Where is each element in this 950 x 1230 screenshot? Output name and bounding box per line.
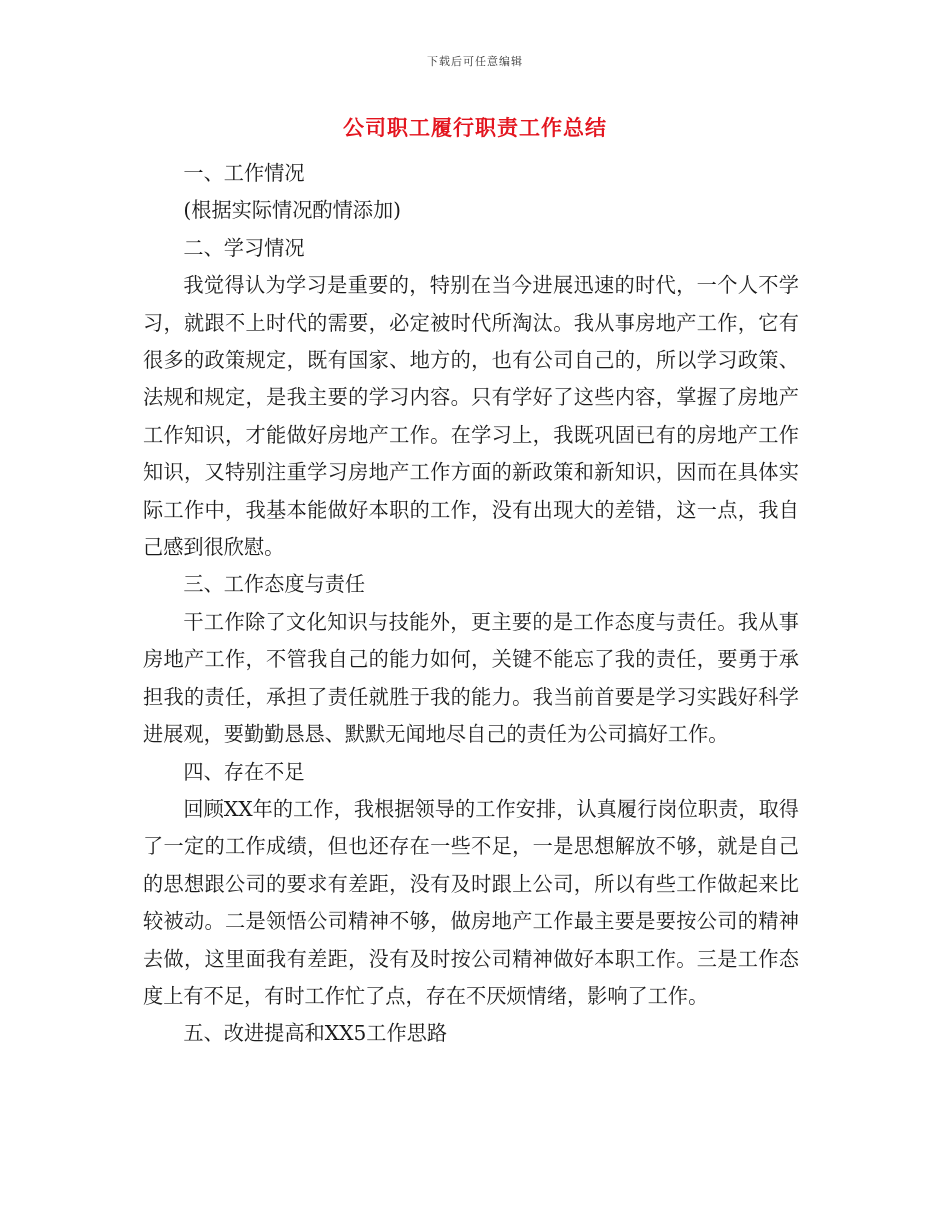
section-heading-attitude: 三、工作态度与责任 xyxy=(183,572,366,597)
section-heading-study: 二、学习情况 xyxy=(183,235,305,260)
document-title: 公司职工履行职责工作总结 xyxy=(343,115,607,140)
note-paragraph: (根据实际情况酌情添加) xyxy=(183,198,402,223)
header-note: 下载后可任意编辑 xyxy=(427,55,523,68)
study-paragraph: 我觉得认为学习是重要的，特别在当今进展迅速的时代，一个人不学习，就跟不上时代的需要，必定被时代所淘汰。我从事房地产工作，它有很多的政策规定，既有国家、地方的，也有公司自己的，所以学习政策、法规和规定，是我主要的学习内容。只有学好了这些内容，掌握了房地产工作知识，才能做好房地产工作。在学习上，我既巩固已有的房地产工作知识，又特别注重学习房地产工作方面的新政策和新知识，因而在具体实际工作中，我基本能做好本职的工作，没有出现大的差错，这一点，我自己感到很欣慰。 xyxy=(143,273,799,560)
document-body xyxy=(143,155,799,1053)
shortcomings-paragraph: 回顾XX年的工作，我根据领导的工作安排，认真履行岗位职责，取得了一定的工作成绩，但也还存在一些不足，一是思想解放不够，就是自己的思想跟公司的要求有差距，没有及时跟上公司，所以有些工作做起来比较被动。二是领悟公司精神不够，做房地产工作最主要是要按公司的精神去做，这里面我有差距，没有及时按公司精神做好本职工作。三是工作态度上有不足，有时工作忙了点，存在不厌烦情绪，影响了工作。 xyxy=(143,796,799,1008)
section-heading-improvement: 五、改进提高和XX5工作思路 xyxy=(183,1021,448,1046)
section-heading-work-status: 一、工作情况 xyxy=(183,161,305,185)
section-heading-shortcomings: 四、存在不足 xyxy=(183,759,305,784)
attitude-paragraph: 干工作除了文化知识与技能外，更主要的是工作态度与责任。我从事房地产工作，不管我自己的能力如何，关键不能忘了我的责任，要勇于承担我的责任，承担了责任就胜于我的能力。我当前首要是学习实践好科学进展观，要勤勤恳恳、默默无闻地尽自己的责任为公司搞好工作。 xyxy=(143,609,799,747)
